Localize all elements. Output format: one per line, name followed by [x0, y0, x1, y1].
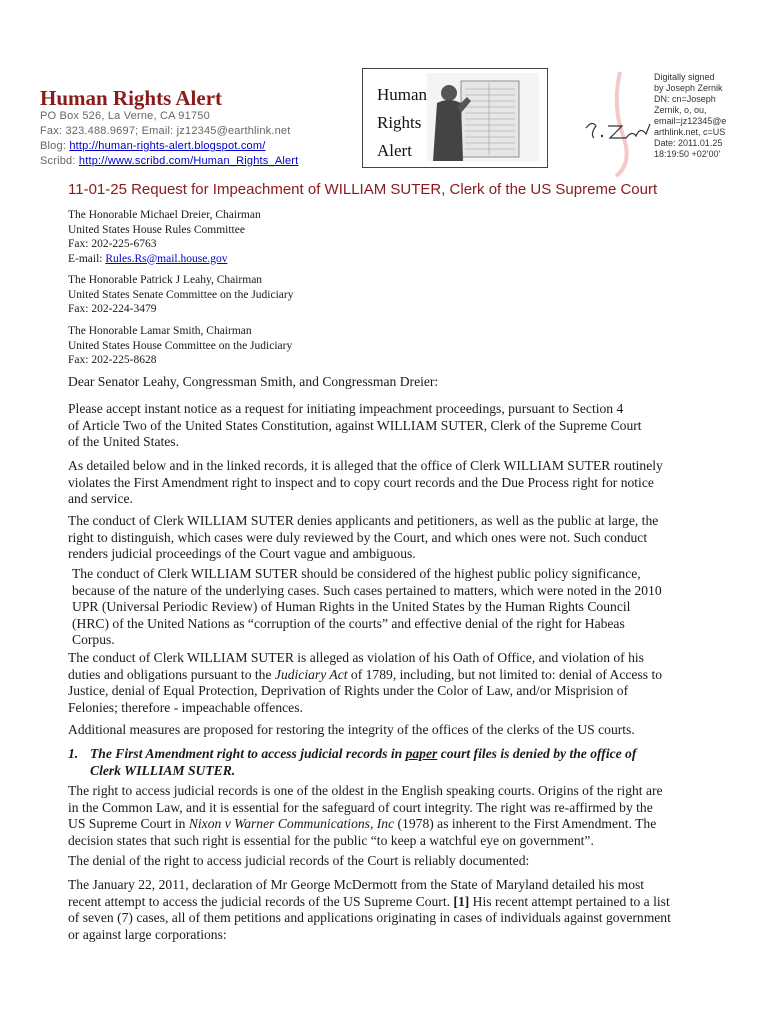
text-run: His recent attempt pertained to a list	[469, 893, 670, 909]
recipient-block-smith	[68, 324, 292, 368]
org-name: Human Rights Alert	[40, 86, 223, 110]
org-blog	[40, 140, 265, 152]
text-line	[68, 894, 740, 911]
text-line: renders judicial proceedings of the Court vague and ambiguous.	[68, 546, 416, 561]
recipient-block-dreier	[68, 208, 261, 266]
text-line: of the United States.	[68, 434, 179, 449]
paragraph-denial-documented: The denial of the right to access judicial records of the Court is reliably documented:	[68, 853, 530, 868]
text-line: right to distinguish, which cases were duly reviewed by the Court, and which ones were not. Such conduct	[68, 529, 648, 545]
recipient-name: The Honorable Michael Dreier, Chairman	[68, 209, 261, 221]
recipient-committee: United States House Committee on the Judiciary	[68, 339, 293, 352]
paragraph-additional-measures: Additional measures are proposed for restoring the integrity of the offices of the clerks of the US courts.	[68, 722, 635, 737]
text-line: of seven (7) cases, all of them petitions and applications originating in cases of individuals against government	[68, 910, 671, 925]
sig-line: Date: 2011.01.25	[654, 138, 723, 148]
org-fax-email: Fax: 323.488.9697; Email: jz12345@earthlink.net	[40, 125, 291, 137]
recipient-fax: Fax: 202-225-6763	[68, 238, 157, 250]
email-label: E-mail:	[68, 252, 106, 265]
paragraph-mcdermott-declaration	[68, 877, 740, 943]
text-line: The January 22, 2011, declaration of Mr George McDermott from the State of Maryland detailed his most	[68, 877, 645, 892]
nixon-case-citation: Nixon v Warner Communications, Inc	[188, 816, 395, 831]
sig-line: Digitally signed	[654, 72, 715, 82]
text-line: Justice, denial of Equal Protection, Deprivation of Rights under the Color of Law, and/or Misprision of	[68, 683, 629, 698]
text-line: Felonies; therefore - impeachable offences.	[68, 699, 303, 715]
recipient-email-link[interactable]: Rules.Rs@mail.house.gov	[105, 252, 228, 265]
text-line	[68, 816, 740, 833]
paragraph-right-history	[68, 783, 740, 849]
sig-line: email=jz12345@e	[654, 116, 727, 126]
text-line: violates the First Amendment right to inspect and to copy court records and the Due Process right for notice	[68, 474, 654, 490]
text-line: or against large corporations:	[68, 926, 227, 942]
text-run: court files is denied by the office of	[437, 746, 637, 761]
text-line: As detailed below and in the linked records, it is alleged that the office of Clerk WILLIAM SUTER routinely	[68, 458, 663, 473]
text-line: Please accept instant notice as a request for initiating impeachment proceedings, pursuant to Section 4	[68, 401, 624, 416]
footnote-ref[interactable]: [1]	[453, 893, 470, 909]
heading-number: 1.	[68, 746, 79, 761]
underlined-word: paper	[405, 746, 438, 761]
text-line: UPR (Universal Periodic Review) of Human Rights in the United States by the Human Rights Council	[72, 599, 631, 614]
judiciary-act-citation: Judiciary Act	[274, 666, 348, 682]
heading-line: Clerk WILLIAM SUTER.	[90, 762, 236, 778]
heading-line	[68, 746, 740, 763]
blog-link[interactable]: http://human-rights-alert.blogspot.com/	[69, 140, 266, 152]
recipient-block-leahy	[68, 273, 293, 317]
text-line: (HRC) of the United Nations as “corruption of the courts” and effective denial of the right for Habeas	[72, 615, 625, 631]
sig-line: arthlink.net, c=US	[654, 127, 726, 137]
sig-line: by Joseph Zernik	[654, 83, 723, 93]
scribd-label: Scribd:	[40, 155, 76, 167]
logo-box	[362, 68, 548, 168]
text-run: of 1789, including, but not limited to: denial of Access to	[347, 666, 663, 682]
sig-line: Zernik, o, ou,	[654, 105, 707, 115]
recipient-fax: Fax: 202-224-3479	[68, 303, 157, 315]
logo-line-human: Human	[377, 85, 428, 104]
text-line: decision states that such right is essential for the public “to keep a watchful eye on government”.	[68, 832, 594, 848]
text-line: and service.	[68, 491, 133, 506]
text-line: The conduct of Clerk WILLIAM SUTER denies applicants and petitioners, as well as the public at large, the	[68, 513, 659, 528]
scribd-link[interactable]: http://www.scribd.com/Human_Rights_Alert	[78, 155, 299, 167]
paragraph-impeachment-request	[68, 401, 740, 451]
text-line: Corpus.	[72, 632, 115, 647]
blog-label: Blog:	[40, 140, 67, 152]
paragraph-conduct-denies	[68, 513, 740, 563]
logo-line-alert: Alert	[377, 141, 412, 160]
digital-signature	[572, 68, 768, 180]
recipient-committee: United States House Rules Committee	[68, 223, 245, 236]
recipient-fax: Fax: 202-225-8628	[68, 354, 157, 366]
text-run: US Supreme Court in	[68, 816, 189, 831]
text-line: The right to access judicial records is one of the oldest in the English speaking courts. Origins of the right are	[68, 783, 663, 798]
signature-scribble-icon	[572, 68, 654, 180]
logo-photo-icon	[427, 73, 539, 161]
text-line: of Article Two of the United States Constitution, against WILLIAM SUTER, Clerk of the Supreme Court	[68, 417, 642, 433]
text-line: because of the nature of the underlying cases. Such cases pertained to matters, which were noted in the 2010	[72, 582, 662, 598]
signature-details	[654, 72, 764, 160]
text-run: (1978) as inherent to the First Amendment. The	[394, 816, 657, 831]
text-run: duties and obligations pursuant to the	[68, 666, 275, 682]
text-run: recent attempt to access the judicial records of the US Supreme Court.	[68, 893, 454, 909]
sig-line: 18:19:50 +02'00'	[654, 149, 721, 159]
text-line: in the Common Law, and it is essential for the safeguard of court integrity. The right was re-affirmed by the	[68, 799, 653, 815]
recipient-email	[68, 252, 261, 267]
sig-line: DN: cn=Joseph	[654, 94, 716, 104]
recipient-committee: United States Senate Committee on the Judiciary	[68, 288, 294, 301]
org-address: PO Box 526, La Verne, CA 91750	[40, 110, 210, 122]
salutation: Dear Senator Leahy, Congressman Smith, and Congressman Dreier:	[68, 374, 439, 389]
text-run: The First Amendment right to access judicial records in	[90, 746, 406, 761]
paragraph-public-policy	[72, 566, 744, 649]
paragraph-oath-violation	[68, 650, 740, 716]
paragraph-allegation	[68, 458, 740, 508]
text-line: The conduct of Clerk WILLIAM SUTER should be considered of the highest public policy significance,	[72, 566, 641, 581]
document-title: 11-01-25 Request for Impeachment of WILLIAM SUTER, Clerk of the US Supreme Court	[68, 181, 658, 198]
section-heading-1	[68, 746, 740, 779]
org-scribd	[40, 155, 298, 167]
recipient-name: The Honorable Lamar Smith, Chairman	[68, 325, 252, 337]
text-line: The conduct of Clerk WILLIAM SUTER is alleged as violation of his Oath of Office, and violation of his	[68, 650, 644, 665]
text-line	[68, 667, 740, 684]
logo-line-rights: Rights	[377, 113, 422, 132]
recipient-name: The Honorable Patrick J Leahy, Chairman	[68, 274, 263, 286]
